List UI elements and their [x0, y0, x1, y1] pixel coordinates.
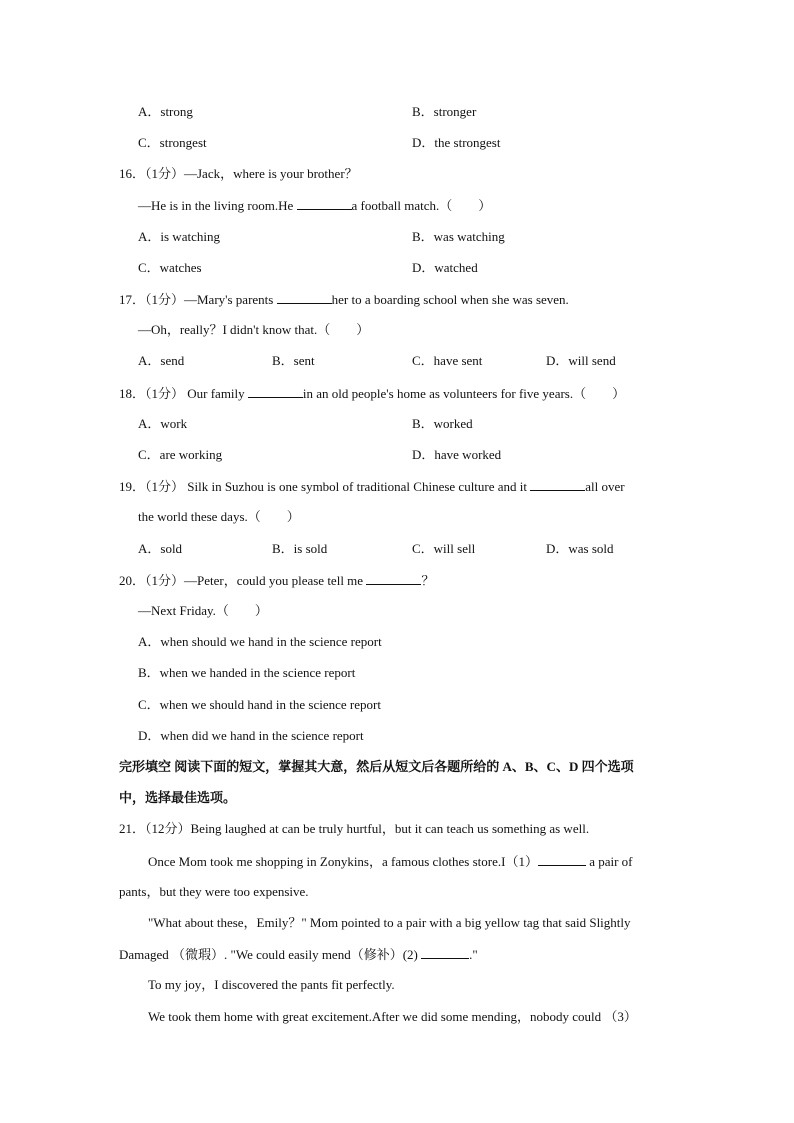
option-d: D．the strongest	[412, 135, 501, 150]
option-c: C．will sell	[412, 541, 476, 556]
section-heading-cont: 中，选择最佳选项。	[119, 790, 237, 805]
answer-blank	[366, 572, 421, 585]
text: a pair of	[585, 854, 633, 869]
option-d: D．was sold	[546, 541, 614, 556]
text: a football match.（ ）	[351, 198, 492, 213]
answer-blank	[277, 291, 332, 304]
option-d: D．watched	[412, 260, 478, 275]
option-b: B．worked	[412, 416, 473, 431]
option-c: C．when we should hand in the science report	[138, 697, 381, 712]
option-a: A．is watching	[138, 229, 220, 244]
text: 19．（1分） Silk in Suzhou is one symbol of traditional Chinese culture and it	[119, 479, 531, 494]
text: —He is in the living room.He	[138, 198, 297, 213]
option-c: C．watches	[138, 260, 202, 275]
question-20-line2: —Next Friday.（ ）	[138, 603, 268, 618]
passage-paragraph: We took them home with great excitement.After we did some mending，nobody could （3）	[148, 1009, 637, 1024]
answer-blank	[297, 197, 352, 210]
option-c: C．are working	[138, 447, 223, 462]
question-16-line2	[138, 197, 491, 214]
answer-blank	[248, 385, 303, 398]
option-b: B．stronger	[412, 104, 477, 119]
text: ？	[421, 573, 435, 588]
question-19-stem	[119, 478, 625, 495]
option-d: D．have worked	[412, 447, 502, 462]
text: ."	[469, 947, 478, 962]
text: Damaged （微瑕）. "We could easily mend（修补）(2)	[119, 947, 422, 962]
text: Once Mom took me shopping in Zonykins，a famous clothes store.I（1）	[148, 854, 538, 869]
passage-paragraph: To my joy，I discovered the pants fit perfectly.	[148, 977, 395, 992]
option-a: A．strong	[138, 104, 193, 119]
text: 18．（1分） Our family	[119, 386, 248, 401]
passage-line: pants，but they were too expensive.	[119, 884, 309, 899]
option-c: C．strongest	[138, 135, 207, 150]
answer-blank	[421, 946, 469, 959]
text: 20．（1分）—Peter，could you please tell me	[119, 573, 367, 588]
question-16-stem: 16．（1分）—Jack，where is your brother？	[119, 166, 358, 181]
answer-blank	[530, 478, 585, 491]
option-a: A．send	[138, 353, 185, 368]
answer-blank	[538, 853, 586, 866]
option-d: D．when did we hand in the science report	[138, 728, 364, 743]
text: her to a boarding school when she was seven.	[331, 292, 569, 307]
passage-line	[119, 946, 478, 963]
text: in an old people's home as volunteers for five years.（ ）	[302, 386, 626, 401]
question-19-line2: the world these days.（ ）	[138, 509, 300, 524]
option-c: C．have sent	[412, 353, 483, 368]
text: 17．（1分）—Mary's parents	[119, 292, 277, 307]
option-b: B．is sold	[272, 541, 328, 556]
question-21-stem: 21．（12分）Being laughed at can be truly hurtful，but it can teach us something as well.	[119, 821, 590, 836]
option-b: B．was watching	[412, 229, 505, 244]
question-20-stem	[119, 572, 434, 589]
option-a: A．work	[138, 416, 188, 431]
passage-paragraph: "What about these，Emily？" Mom pointed to a pair with a big yellow tag that said Slightly	[148, 915, 631, 930]
question-18-stem	[119, 385, 625, 402]
option-b: B．sent	[272, 353, 315, 368]
option-a: A．sold	[138, 541, 183, 556]
question-17-line2: —Oh，really？I didn't know that.（ ）	[138, 322, 370, 337]
option-a: A．when should we hand in the science report	[138, 634, 382, 649]
option-d: D．will send	[546, 353, 616, 368]
section-heading: 完形填空 阅读下面的短文，掌握其大意，然后从短文后各题所给的 A、B、C、D 四个选项	[119, 759, 634, 774]
text: all over	[585, 479, 625, 494]
option-b: B．when we handed in the science report	[138, 665, 356, 680]
question-17-stem	[119, 291, 569, 308]
passage-paragraph	[148, 853, 633, 870]
